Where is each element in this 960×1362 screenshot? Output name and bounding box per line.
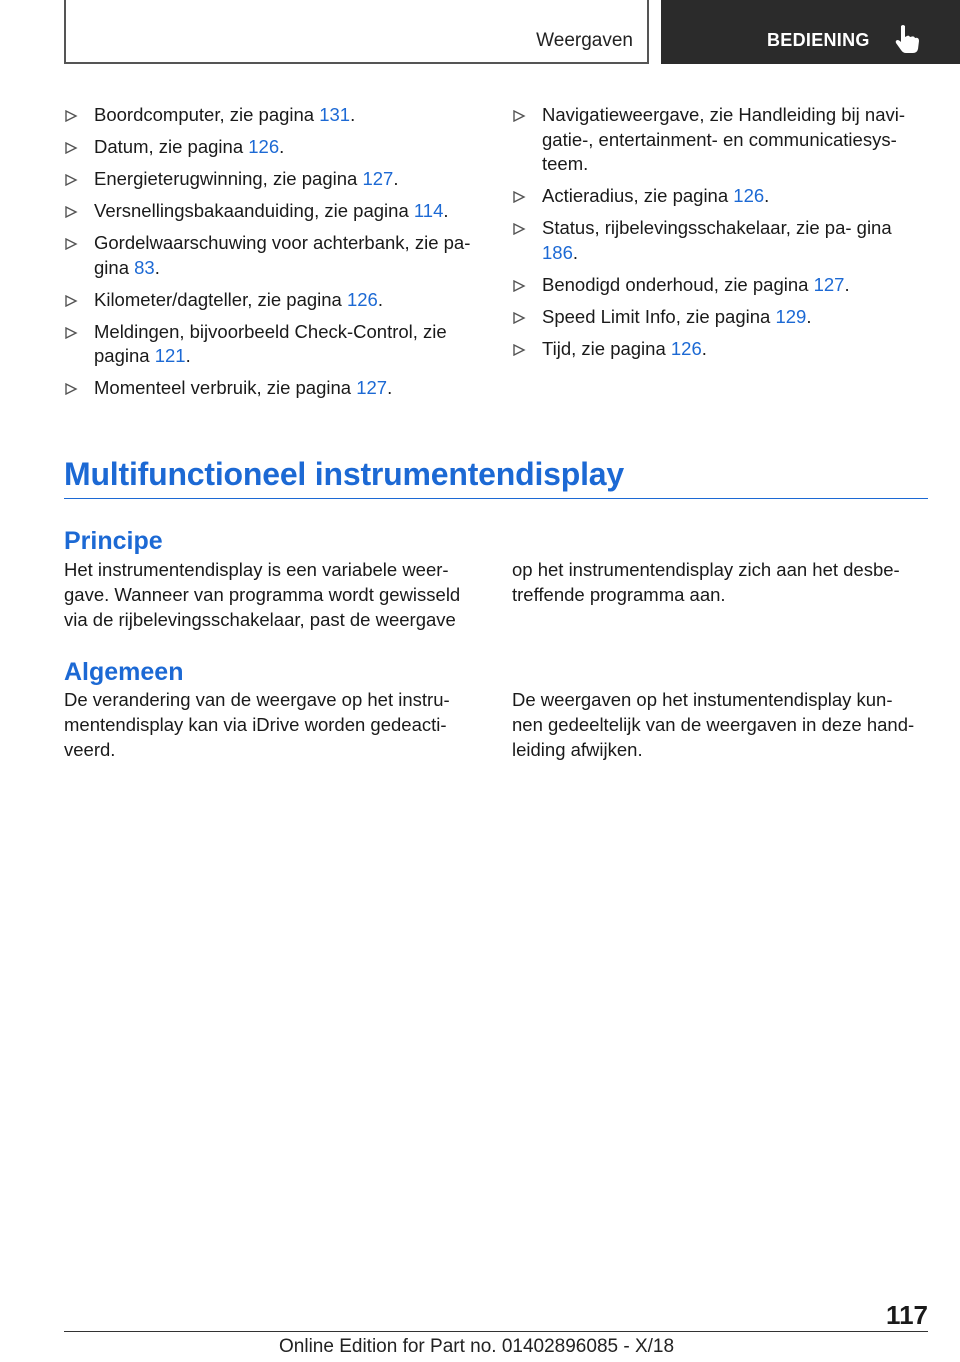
pointing-hand-icon: [894, 24, 920, 54]
chapter-title: BEDIENING: [767, 30, 870, 50]
left-bullet-column: [64, 103, 480, 408]
page-link[interactable]: 126: [670, 337, 702, 359]
list-item: Datum, zie pagina 126.: [64, 135, 480, 160]
page-link[interactable]: 126: [248, 136, 280, 157]
triangle-right-outline-icon: [512, 110, 526, 122]
triangle-right-outline-icon: [512, 344, 526, 356]
triangle-right-outline-icon: [64, 142, 78, 154]
page-link[interactable]: 126: [733, 185, 765, 206]
list-item: Benodigd onderhoud, zie pagina 127.: [512, 273, 928, 298]
principe-text-left: Het instrumentendisplay is een variabele weer‐ gave. Wanneer van programma wordt gewisseld via de rijbelevingsschakelaar, past de weergave: [64, 559, 461, 630]
list-item: Kilometer/dagteller, zie pagina 126.: [64, 288, 480, 313]
list-item: Tijd, zie pagina 126.: [512, 337, 928, 362]
page-link[interactable]: 127: [362, 168, 394, 189]
page-link[interactable]: 121: [154, 345, 186, 366]
page-link[interactable]: 127: [356, 377, 388, 398]
triangle-right-outline-icon: [64, 174, 78, 186]
chapter-tab[interactable]: [661, 0, 960, 64]
triangle-right-outline-icon: [64, 110, 78, 122]
page-link[interactable]: 131: [319, 104, 351, 125]
subheading-algemeen: Algemeen: [64, 658, 184, 686]
principe-text-right: op het instrumentendisplay zich aan het desbe‐ treffende programma aan.: [512, 559, 900, 605]
triangle-right-outline-icon: [64, 238, 78, 250]
footer-rule: [64, 1331, 928, 1332]
triangle-right-outline-icon: [64, 383, 78, 395]
page-link[interactable]: 186: [542, 241, 573, 263]
page-link[interactable]: 129: [775, 305, 807, 327]
triangle-right-outline-icon: [64, 327, 78, 339]
list-item: Meldingen, bijvoorbeeld Check-Control, zie pagina 121.: [64, 320, 480, 369]
header-section-box: [64, 0, 649, 64]
list-item: Gordelwaarschuwing voor achterbank, zie pa‐ gina 83.: [64, 231, 480, 280]
triangle-right-outline-icon: [512, 191, 526, 203]
list-item: Speed Limit Info, zie pagina 129.: [512, 305, 928, 330]
list-item: Energieterugwinning, zie pagina 127.: [64, 167, 480, 192]
list-item: Actieradius, zie pagina 126.: [512, 184, 928, 209]
section-title: Weergaven: [536, 30, 633, 51]
page-link[interactable]: 126: [346, 288, 378, 310]
page-number: 117: [886, 1300, 928, 1330]
right-bullet-column: [512, 103, 928, 369]
triangle-right-outline-icon: [512, 312, 526, 324]
page-link[interactable]: 114: [413, 200, 444, 221]
list-item: Boordcomputer, zie pagina 131.: [64, 103, 480, 128]
page-link[interactable]: 83: [134, 256, 155, 278]
section-heading-rule: [64, 498, 928, 499]
algemeen-text-left: De verandering van de weergave op het instru‐ mentendisplay kan via iDrive worden gedeacti‐ veerd.: [64, 689, 450, 760]
list-item: Status, rijbelevingsschakelaar, zie pa‐ gina 186.: [512, 216, 928, 265]
right-bullet-list: [512, 103, 928, 361]
list-item: Versnellingsbakaanduiding, zie pagina 114.: [64, 199, 480, 224]
page-link[interactable]: 127: [813, 273, 845, 295]
left-bullet-list: [64, 103, 480, 401]
section-heading: Multifunctioneel instrumentendisplay: [64, 456, 624, 492]
triangle-right-outline-icon: [512, 223, 526, 235]
triangle-right-outline-icon: [64, 206, 78, 218]
list-item: Navigatieweergave, zie Handleiding bij navi‐ gatie-, entertainment- en communicatiesys‐ teem.: [512, 103, 928, 177]
edition-text: Online Edition for Part no. 01402896085 - X/18: [279, 1336, 675, 1357]
subheading-principe: Principe: [64, 527, 163, 555]
list-item: Momenteel verbruik, zie pagina 127.: [64, 376, 480, 401]
algemeen-text-right: De weergaven op het instumentendisplay kun‐ nen gedeeltelijk van de weergaven in deze hand‐ leiding afwijken.: [512, 689, 915, 760]
triangle-right-outline-icon: [64, 295, 78, 307]
triangle-right-outline-icon: [512, 280, 526, 292]
